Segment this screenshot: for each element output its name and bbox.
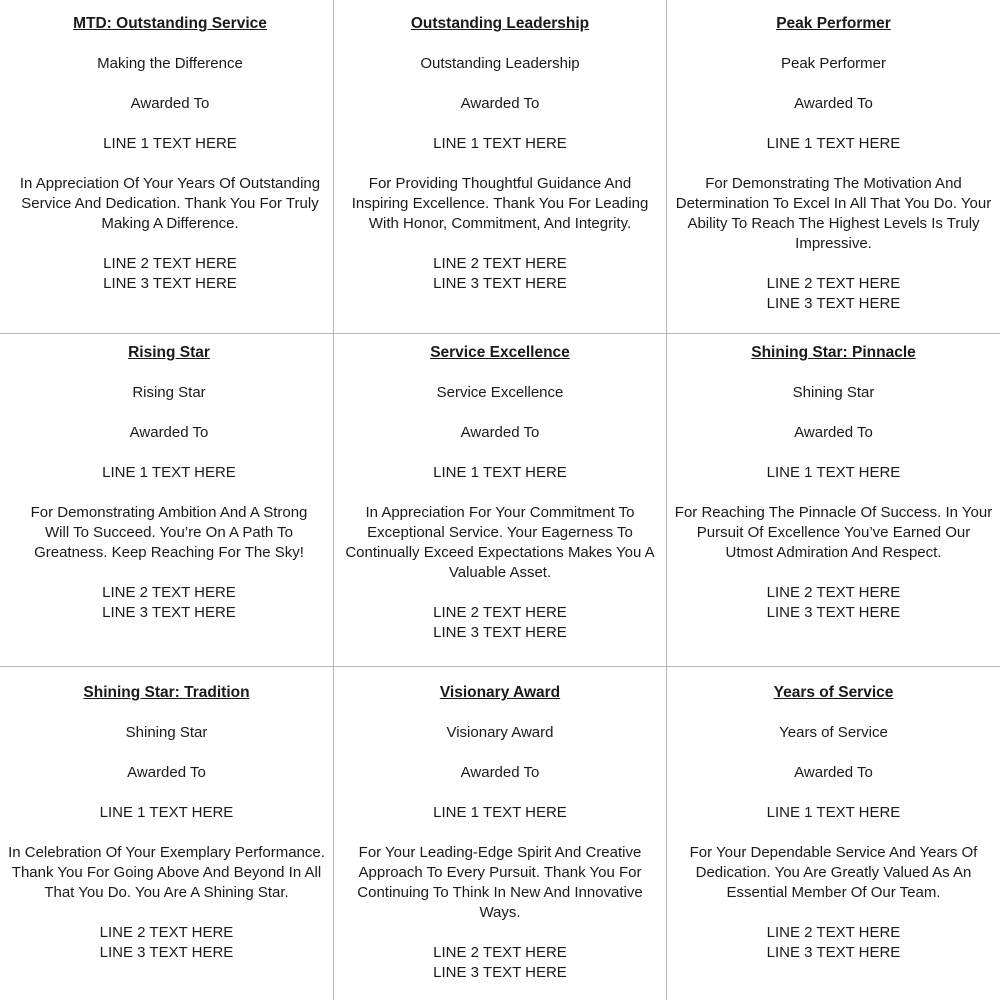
- award-citation: For Demonstrating The Motivation And Determination To Excel In All That You Do. Your Ability To Reach The Highest Levels Is Truly Impressive.: [675, 175, 992, 252]
- award-card[interactable]: [0, 683, 333, 1000]
- awarded-to-label: Awarded To: [794, 424, 873, 441]
- award-citation: For Providing Thoughtful Guidance And Inspiring Excellence. Thank You For Leading With Honor, Commitment, And Integrity.: [351, 175, 649, 232]
- awarded-to-label: Awarded To: [127, 764, 206, 781]
- award-citation: In Appreciation For Your Commitment To Exceptional Service. Your Eagerness To Continually Exceed Expectations Makes You A Valuable Asset.: [345, 504, 655, 581]
- recipient-line-2: LINE 2 TEXT HERE: [433, 604, 567, 621]
- recipient-line-1: LINE 1 TEXT HERE: [433, 804, 567, 821]
- award-title: Rising Star: [128, 344, 210, 361]
- award-subtitle: Visionary Award: [446, 724, 554, 741]
- recipient-line-3: LINE 3 TEXT HERE: [102, 604, 236, 621]
- awarded-to-label: Awarded To: [129, 424, 209, 441]
- awarded-to-label: Awarded To: [460, 764, 540, 781]
- recipient-line-2: LINE 2 TEXT HERE: [99, 924, 234, 941]
- recipient-line-3: LINE 3 TEXT HERE: [766, 295, 901, 312]
- award-title: Shining Star: Pinnacle: [751, 344, 916, 361]
- awarded-to-label: Awarded To: [130, 95, 210, 112]
- award-subtitle: Peak Performer: [780, 55, 887, 72]
- award-title: Visionary Award: [439, 684, 561, 701]
- award-card[interactable]: [0, 343, 338, 665]
- recipient-line-1: LINE 1 TEXT HERE: [766, 464, 901, 481]
- award-subtitle: Shining Star: [125, 724, 208, 741]
- award-subtitle: Shining Star: [792, 384, 875, 401]
- award-card[interactable]: [667, 14, 1000, 332]
- recipient-line-3: LINE 3 TEXT HERE: [99, 944, 234, 961]
- award-citation: In Celebration Of Your Exemplary Performance. Thank You For Going Above And Beyond In All That You Do. You Are A Shining Star.: [8, 844, 325, 901]
- award-subtitle: Years of Service: [779, 724, 888, 741]
- award-citation: For Your Dependable Service And Years Of Dedication. You Are Greatly Valued As An Essential Member Of Our Team.: [689, 844, 978, 901]
- recipient-line-3: LINE 3 TEXT HERE: [766, 944, 901, 961]
- recipient-line-3: LINE 3 TEXT HERE: [103, 275, 237, 292]
- recipient-line-2: LINE 2 TEXT HERE: [433, 255, 567, 272]
- award-title: Shining Star: Tradition: [83, 684, 250, 701]
- recipient-line-1: LINE 1 TEXT HERE: [99, 804, 234, 821]
- awarded-to-label: Awarded To: [460, 424, 540, 441]
- award-title: Peak Performer: [776, 15, 891, 32]
- award-citation: For Your Leading-Edge Spirit And Creative Approach To Every Pursuit. Thank You For Continuing To Think In New And Innovative Ways.: [357, 844, 643, 921]
- recipient-line-1: LINE 1 TEXT HERE: [102, 464, 236, 481]
- recipient-line-2: LINE 2 TEXT HERE: [102, 584, 236, 601]
- award-title: Outstanding Leadership: [410, 15, 590, 32]
- grid-divider-horizontal: [0, 666, 1000, 667]
- recipient-line-2: LINE 2 TEXT HERE: [103, 255, 237, 272]
- recipient-line-3: LINE 3 TEXT HERE: [433, 275, 567, 292]
- award-subtitle: Rising Star: [132, 384, 206, 401]
- recipient-line-1: LINE 1 TEXT HERE: [766, 135, 901, 152]
- award-subtitle: Service Excellence: [436, 384, 564, 401]
- recipient-line-3: LINE 3 TEXT HERE: [433, 624, 567, 641]
- awarded-to-label: Awarded To: [794, 95, 873, 112]
- awarded-to-label: Awarded To: [460, 95, 540, 112]
- recipient-line-2: LINE 2 TEXT HERE: [766, 584, 901, 601]
- grid-divider-horizontal: [0, 333, 1000, 334]
- award-title: Service Excellence: [430, 344, 570, 361]
- award-citation: In Appreciation Of Your Years Of Outstanding Service And Dedication. Thank You For Truly Making A Difference.: [19, 175, 321, 232]
- award-citation: For Demonstrating Ambition And A Strong Will To Succeed. You’re On A Path To Greatness. Keep Reaching For The Sky!: [30, 504, 308, 561]
- award-title: MTD: Outstanding Service: [73, 15, 267, 32]
- award-card[interactable]: [667, 683, 1000, 1000]
- award-subtitle: Making the Difference: [97, 55, 243, 72]
- recipient-line-2: LINE 2 TEXT HERE: [766, 924, 901, 941]
- recipient-line-1: LINE 1 TEXT HERE: [433, 464, 567, 481]
- award-card[interactable]: [667, 343, 1000, 665]
- recipient-line-3: LINE 3 TEXT HERE: [766, 604, 901, 621]
- recipient-line-2: LINE 2 TEXT HERE: [433, 944, 567, 961]
- award-title: Years of Service: [773, 684, 894, 701]
- award-citation: For Reaching The Pinnacle Of Success. In Your Pursuit Of Excellence You’ve Earned Our Utmost Admiration And Respect.: [674, 504, 993, 561]
- award-card[interactable]: [334, 683, 666, 1000]
- award-subtitle: Outstanding Leadership: [420, 55, 580, 72]
- awarded-to-label: Awarded To: [794, 764, 873, 781]
- award-card[interactable]: [334, 14, 666, 332]
- recipient-line-1: LINE 1 TEXT HERE: [103, 135, 237, 152]
- award-card[interactable]: [0, 14, 340, 332]
- recipient-line-1: LINE 1 TEXT HERE: [433, 135, 567, 152]
- recipient-line-1: LINE 1 TEXT HERE: [766, 804, 901, 821]
- recipient-line-2: LINE 2 TEXT HERE: [766, 275, 901, 292]
- recipient-line-3: LINE 3 TEXT HERE: [433, 964, 567, 981]
- award-card[interactable]: [334, 343, 666, 665]
